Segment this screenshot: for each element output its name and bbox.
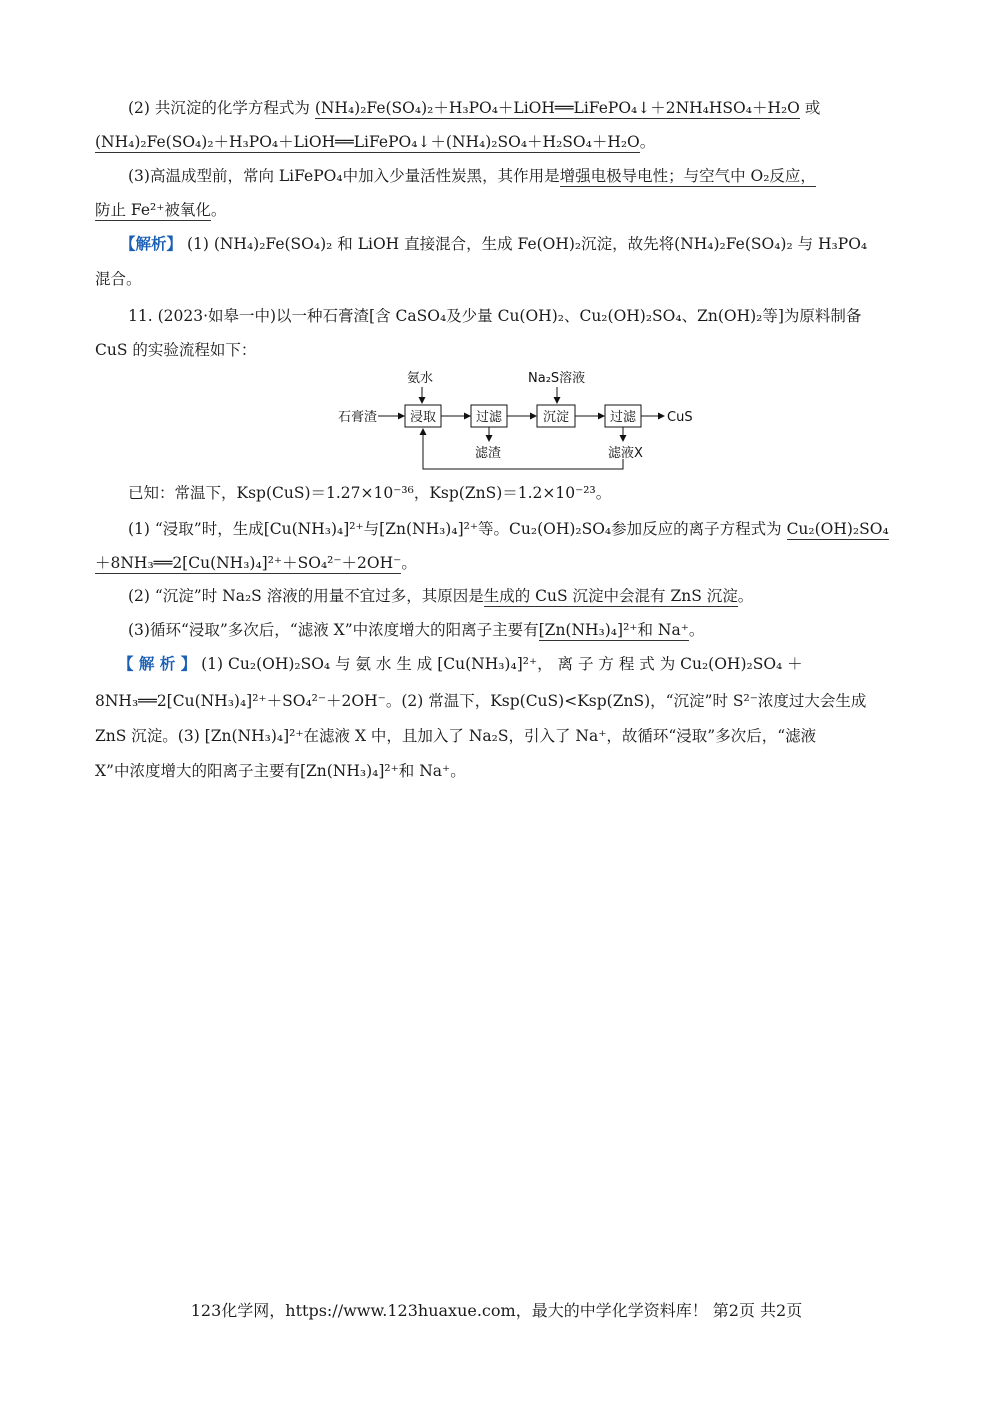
- q10-analysis-text2: 混合。: [95, 270, 142, 288]
- q11-analysis-line1: [118, 653, 900, 675]
- flow-box-filter2-label: 过滤: [610, 410, 637, 425]
- q11-part1-answer2: ＋8NH₃══2[Cu(NH₃)₄]²⁺＋SO₄²⁻＋2OH⁻: [95, 554, 402, 572]
- q10-part3-answer2: 防止 Fe²⁺被氧化: [95, 201, 211, 219]
- q10-part3-line1: [128, 165, 900, 187]
- q11-part2-answer: 生成的 CuS 沉淀中会混有 ZnS 沉淀: [483, 587, 738, 605]
- q11-stem-text2: CuS 的实验流程如下：: [95, 341, 257, 359]
- q11-analysis-text2: 8NH₃══2[Cu(NH₃)₄]²⁺＋SO₄²⁻＋2OH⁻。(2) 常温下，Ksp(CuS)<Ksp(ZnS)，“沉淀”时 S²⁻浓度过大会生成: [95, 692, 867, 710]
- q11-known-text: 已知：常温下，Ksp(CuS)＝1.27×10⁻³⁶，Ksp(ZnS)＝1.2×10⁻²³。: [128, 484, 612, 502]
- q11-analysis-text3: ZnS 沉淀。(3) [Zn(NH₃)₄]²⁺在滤液 X 中，且加入了 Na₂S，引入了 Na⁺，故循环“浸取”多次后，“滤液: [95, 727, 817, 745]
- q10-part2-or: 或: [799, 99, 821, 117]
- flow-box-leach-label: 浸取: [410, 410, 437, 425]
- flow-box-filter1-label: 过滤: [476, 410, 503, 425]
- q10-analysis-line1: [120, 233, 900, 255]
- flow-input-gypsum: 石膏渣: [338, 410, 378, 425]
- q10-part2-line2: [95, 131, 900, 153]
- q11-stem-line1: [128, 305, 900, 327]
- q11-part1-end: 。: [401, 554, 417, 572]
- q11-part1-line2: [95, 552, 900, 574]
- q10-part2-answer-eq2: (NH₄)₂Fe(SO₄)₂＋H₃PO₄＋LiOH══LiFePO₄↓＋(NH₄)₂SO₄＋H₂SO₄＋H₂O: [95, 133, 640, 151]
- q11-analysis-text4: X”中浓度增大的阳离子主要有[Zn(NH₃)₄]²⁺和 Na⁺。: [95, 762, 466, 780]
- q11-part2-prefix: (2) “沉淀”时 Na₂S 溶液的用量不宜过多，其原因是: [128, 587, 484, 605]
- q11-part3-answer: [Zn(NH₃)₄]²⁺和 Na⁺: [538, 621, 689, 639]
- q11-part1-line1: [128, 518, 900, 540]
- q11-stem-line2: [95, 339, 900, 361]
- q11-analysis-line4: [95, 760, 900, 782]
- q11-analysis-text1: (1) Cu₂(OH)₂SO₄ 与 氨 水 生 成 [Cu(NH₃)₄]²⁺， 离 子 方 程 式 为 Cu₂(OH)₂SO₄ ＋: [196, 655, 803, 673]
- q10-analysis-text1: (1) (NH₄)₂Fe(SO₄)₂ 和 LiOH 直接混合，生成 Fe(OH)₂沉淀，故先将(NH₄)₂Fe(SO₄)₂ 与 H₃PO₄: [182, 235, 868, 253]
- page-footer: 123化学网，https://www.123huaxue.com，最大的中学化学资料库！ 第2页 共2页: [190, 1301, 803, 1320]
- q11-part2-end: 。: [737, 587, 754, 605]
- q10-part3-answer1: 增强电极导电性；与空气中 O₂反应，: [559, 167, 816, 185]
- q11-stem-text1: 11. (2023·如皋一中)以一种石膏渣[含 CaSO₄及少量 Cu(OH)₂、Cu₂(OH)₂SO₄、Zn(OH)₂等]为原料制备: [128, 307, 862, 325]
- q10-part3-line2: [95, 199, 900, 221]
- q11-part3-line: [128, 619, 900, 641]
- q11-part3-prefix: (3)循环“浸取”多次后，“滤液 X”中浓度增大的阳离子主要有: [128, 621, 539, 639]
- q10-analysis-line2: [95, 268, 900, 290]
- flow-product-cus: CuS: [667, 410, 693, 425]
- q10-part3-end: 。: [210, 201, 227, 219]
- flow-label-filtrate-x: 滤液X: [608, 446, 643, 461]
- q10-part2-answer-eq1: (NH₄)₂Fe(SO₄)₂＋H₃PO₄＋LiOH══LiFePO₄↓＋2NH₄HSO₄＋H₂O: [314, 99, 800, 117]
- flow-recycle-arrow: [423, 429, 623, 469]
- q11-part2-line: [128, 585, 900, 607]
- q11-part1-prefix: (1) “浸取”时，生成[Cu(NH₃)₄]²⁺与[Zn(NH₃)₄]²⁺等。Cu₂(OH)₂SO₄参加反应的离子方程式为: [128, 520, 787, 538]
- q10-part2-prefix: (2) 共沉淀的化学方程式为: [128, 99, 315, 117]
- q11-analysis-tag: 【 解 析 】: [118, 654, 197, 673]
- flow-label-na2s: Na₂S溶液: [528, 371, 586, 386]
- q10-analysis-tag: 【解析】: [120, 234, 183, 253]
- flow-box-precipitate-label: 沉淀: [543, 410, 570, 425]
- q10-part3-prefix: (3)高温成型前，常向 LiFePO₄中加入少量活性炭黑，其作用是: [128, 167, 560, 185]
- flow-label-ammonia: 氨水: [407, 371, 434, 386]
- q11-part1-answer1: Cu₂(OH)₂SO₄: [786, 520, 889, 538]
- process-flow-diagram: [330, 365, 700, 470]
- q11-analysis-line3: [95, 725, 900, 747]
- q11-analysis-line2: [95, 690, 900, 712]
- q10-part2-line1: [128, 97, 900, 119]
- q11-part3-end: 。: [688, 621, 705, 639]
- flow-label-residue: 滤渣: [475, 446, 502, 461]
- q10-part2-end: 。: [639, 133, 656, 151]
- q11-known: [128, 482, 933, 504]
